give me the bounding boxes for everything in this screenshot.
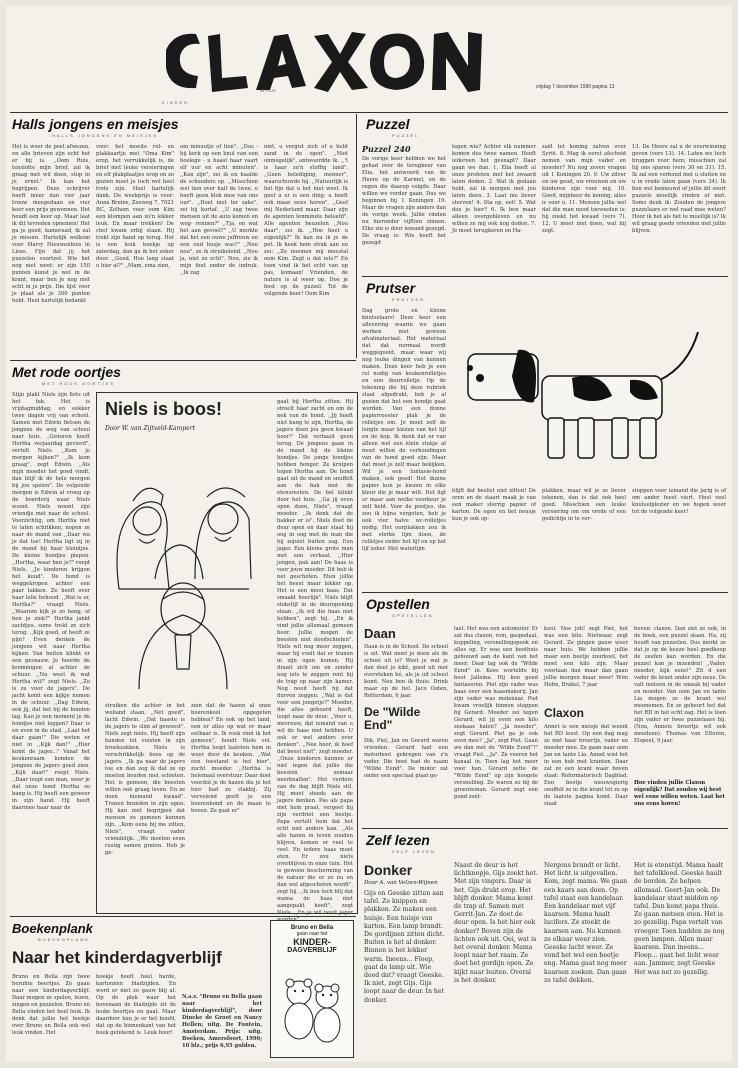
daan-title: Daan — [364, 626, 396, 641]
small-tag: IN PLUS — [260, 88, 276, 93]
daan-text: Daan is in de School. De school is uit. Wat moet je doen als de school uit is? Weet je wat je dan doet je kikt, goed uit met oversteken hé, als je uit school komt. Nou ben ik thuis. Drink maar op de hel. Jaco Ooten, Rotterdam, 6 jaar. — [364, 644, 448, 699]
claxon-logo — [156, 20, 486, 108]
wilde-text: Dik, Piet, Jan en Gerard waren vrienden. Gerard had een motorboot gekregen van z'n vader. Die boot had de naam "Wilde Eend". De motor zat onder een speciaal plaat ge- — [364, 738, 448, 779]
zelflezen-title: Donker — [364, 862, 413, 878]
section-header-opstellen — [366, 594, 666, 622]
newspaper-page — [6, 6, 732, 1062]
cover-line-1: Bruno en Bella — [290, 925, 334, 931]
claxon-text: Annet is een meisje dat woont het RD leest. Op een dag mag ze met haar broertje, vader en moeder mee. Ze gaan naar oom Jan en tante Lia. Annet wist het in een huk met kranten. Daar zat ze een krant waar boven staat: Reformatorisch Dagblad. Een beetje nieuwsgierig snuffelt ze in die krant tot ze op de laatste pagina komt. Daar staat — [544, 724, 628, 807]
dog-illustration — [452, 306, 722, 486]
section-title: Zelf lezen — [366, 832, 430, 848]
prutser-col-4: stoppen voor iemand die jarig is of om ander feest viert. Heel veel knutselplezier en we hopen weer tot de volgende keer! — [632, 488, 726, 515]
halls-col-4: niet, u vergist zich of u hebt zand in de ogen". ,,Niet onmogelijk", antwoordde ik. ,,'t is haar zo'n stoffig land". ,,Geen belediging, meneer", waarschuwde hij. ,,Natuurlijk is het fijn dat u het niet weet. Ik geef u er is een ding: u hoeft ook maar eens horen". ,,Geef mij Nederland maar. Daar zijn de agenten tenminste beleefd". Alle agenten beuzelen ,,Nou daar", zei ik. ,,Hoe heet u eigenlijk?" Ik kan nu ik je de pet. Ik keek hem strak aan en zei: ,,Ze noemen mij meestal oom Kim. Zegt u dat iets?" En toen vind ik het echt van op pas, komaan! Vrienden, de nature is al weer op. Doe je best op de puzzel. Tot de volgende keer! Oom Kim — [264, 144, 348, 297]
masthead — [156, 20, 716, 110]
story-box — [96, 392, 358, 914]
section-title: Prutser — [366, 280, 416, 296]
section-subtitle: ZELF LEZEN — [392, 849, 436, 854]
cover-line-4: DAGVERBLIJF — [287, 947, 337, 954]
story-title: Niels is boos! — [105, 399, 223, 419]
wilde-title: De "Wilde End" — [364, 705, 421, 732]
section-header-metrode — [12, 362, 352, 390]
boekenplank-col-2: boekje heeft heel harde, kartonnen bladzijden. En word er niet zo gauw blij af. Op de plek waar het bovenaan de bladzijde zit de leuke beertjes en gaat. Maar daardoor kun je er het hoofd, dat op de binnenkant van het boek getekend is. Leuk hoor! — [96, 974, 176, 1036]
section-subtitle: HALLS JONGENS EN MEISJES — [52, 133, 159, 138]
section-header-boekenplank — [12, 918, 212, 944]
section-subtitle: BOEKENPLANK — [38, 937, 90, 942]
section-title: Met rode oortjes — [12, 364, 121, 380]
section-subtitle: PUZZEL — [392, 133, 420, 138]
metrode-col-1: Stijn plakt Niels zijn fiets uit het tek. Het is vrijdagmiddag, en eekker twee dagen vrij van school. Samen met Edwin fietsen de jongens de weg van school naar huis. ,,Gisteren heeft Hertha verjaardag gevierd", vertelt Niels. ,,Kom je morgen kijken?" ,,Ik kom graag", zegt Edwin. ,,Als mijn moeder het goed vindt, dan blijf ik de hele morgen bij jou spelen". De volgende morgen is Edwin al vroeg op de boerderij waar Niels woont. Niels woont zijn vriendje met naar de school. Voorzichtig, om Hertha niet te laten schrikken, nopen ze naar de mand van ,,Daar wa je dat toe! Hertha ligt zij in de mand bij haar kleintjes. De kleine hondjes piepen. ,,Hertha, waar ben je?" roept Niels. ,,Je kinderen krijgen het koud". De hond is weggekropen achter een paar takken. Ze heeft over haar lelie behoud. ,,Wat is er, Hertha?" vraagt Niels. ,,Waarom kijk je zo bang, of ben je ziek?" Hertha jankt zachtjes, soms trekt ze zich terug. ,,Kijk goed, of heeft ze pijn? Even denken de jongens wil naar Hertha kijken. Van buiten klinkt er een gesnauw. Je hoorde de krommigen al achter de schuur. ,,Nu weet ik wat Hertha wil!" zegt Niels. ,,Zo is ze voor de jagers". De jacht komt een kijkje nemen in de schuur. ,,Dag Edwin, ook jij, dat het bij de honden lag. Kan je een moment je de hondjes niet leggen? Daar is en even in de stad. ,,Laat het daar gaan!" Die weten er niet in ,,Kijk dan!" ,,Hier komt de jager..." Vanaf het keukenraam konden de jongens de jagers goed zien. ,,Kijk daar!" roept Niels. ,,Daar loopt een man, weer je dat onze hond Hertha zo bang is. Hij heeft een geweer in zijn hand. Hij heeft daarmee haar naar de — [12, 392, 90, 811]
puzzel-col-2: tegen wie? Achter elk nummer komen dus twee namen. Heeft iedereen het gesnapt? Daar gaan we dan. 1. Elia heeft al onze profeten met het zwaard laten doden. 2. Wat ik gedaan hebt, zal ik morgen met jou laten doen. 3. Laat me liever sterven! 4. Sta op, eet! 5. Wat doe je hier? 6. Ik ben maar alleen overgebleven en nu willen ze mij ook nog doden. 7. Je moet terugkeren en Ha- — [452, 144, 536, 234]
section-subtitle: MET RODE OORTJES — [42, 381, 115, 386]
zelflezen-col-2: Naast de deur is het lichtknopje. Gijs zoekt het. Met zijn vingers. Daar is het. Gijs drukt erop. Het blijft donker. Mama komt de trap af. Samen met Gerrit-Jan. Ze doet de deur open. Is het hier ook donker? Boven zijn de lichten ook uit. Oei, wat is het overal donker. Mama loopt naar het raam. Ze doet het gordijn open. Ze kijkt naar buiten. Overal is het donker. — [454, 862, 538, 984]
halls-col-2: voor: het moeite rol- en plakkaartje met "Oma Kim" erop, het verrukkelijk is, de brief met leuke versieringen en elf plakplaatjes erop en zo gezien moet je toch wel heel trots zijn. Heel hartelijk dank. De weekprijs is voor: Anna Bruins, Zeeweg 7, 7021 BC, Zelhem voor oom Kim een klompen aan zo'n lekker leuk. En maar trekken! De chef kwam erbij staan. Hij trekt zijn hand op terug. Het is een leuk boekje op zaterdag, dan ga ik het zeker door. ,,Goed. Hoe lang staat u hier al?" ,,Mam, ema zien, — [96, 144, 174, 269]
opstellen-col-3: last. Het was een automotor. Er zat dus claxon, rem, gaspedaal, koppeling, versnellingspook en alles op. Er was een boothuis gebouwd aan de kant van het meer. Daar lag ook de "Wilde Eend" in. Kees wortelde bij boot Jallema. Hij kon goed fantaseren. Piet zijn vader was baas over een kaasmakerij. Jan zijn vader was molenaar. Piet kwam vroolijk binnen stappen bij Gerard. Moeder zei tegen Gerard, wil jij even een kilo zeekaas halen? ,,Ja moeder", zegt Gerard. Piet ga je ook even mee? ,,Ja", zegt Piet. Gaan we dan met de "Wilde Eend"?" vraagt Piet. ,,Ja". Ze voeren het kanaal in. Toen lag het meer voor hen. Gerard zette de "Wilde Eend" op zijn hoogste versnelling. Ze waren zo bij de groenteman. Gerard zegt een pond zoet- — [454, 626, 538, 800]
section-title: Puzzel — [366, 116, 410, 132]
prutser-col-3: plakken, maar wil je ze liever tekenen, dan is dat ook heel goed. Misschien een leuke versiering om om vrede of een gedichtje in te ver- — [542, 488, 626, 522]
boekenplank-col-1: Bruno en Bella zijn twee beruhte beertjes. Ze gaan naar een kinderdagverblijf. Daar mogen ze spelen, lezen, zingen en puzzelen. Bruno en Bella vinden het heel leuk. Ik denk dat jullie het boekje over Bruno en Bella ook wel leuk vinden. Het — [12, 974, 90, 1036]
zelflezen-col-3: Nergens brandt er licht. Het licht is uitgevallen. Kom, zegt mama. We gaan een kaars aan doen. Op tafel staat een kandelaar. Een kandelaar met vijf kaarsen. Mama haalt lucifers. Ze steekt de kaarsen aan. Nu kunnen ze elkaar weer zien. Geeske lacht weer. Ze vond het wel een beetje eng. Mama gaat nog meer kaarsen zoeken. Dan gaan ze tafel dekken. — [544, 862, 628, 984]
story-mid-text-1: struiken die achter in het weiland staan. ,,Net goed", lacht Edwin. ,,Dat haaste is de jagers te slim af geweest". Niels zegt niets. Hij heeft zijn handen tot vuisten in zijn broekzakken. Niels is verschrikkelijk boos op de jagers. ,,Ik ga naar de jagers toe en dan zeg ik dat ze op moeten houden met schieten. Het is gemeen, die beesten willen ook graag leven. En ze doen niemand kwaad". Tranen branden in zijn ogen. Hij kan niet begrijpen dat mensen zo gemeen kunnen zijn. ,,Kom eens bij me zitten, Niels", vraagt vader vriendelijk. ,,We moeten even rustig samen praten. Heb je ge- — [105, 703, 185, 856]
opstellen-col-4: kool. Nee joh! zegt Piet, het was een kilo. Nietwaar, zegt Gerard. Ze gingen gauw weer naar huis. We hebben jullie maar een beetje zuurkool, het moet een kilo zijn. Maar voortaan dan maar dan gaan jullie morgen maar weer! Wim Hohn, Brakel, 7 jaar — [544, 626, 628, 688]
zelflezen-col-4: Het is etenstijd. Mama haalt het tafelkleed. Geeske haalt de borden. Ze helpen allemaal. Geert-Jan ook. De kandelaar staat midden op tafel. Dan komt papa thuis. Ze gaan meteen eten. Het is zo gezellig. Papa vertelt van vroeger. Toen hadden ze nog geen lampen. Allen maar kaarsen. Dan ineens... Floep... gaat het licht weer aan. Jammer, zegt Geeske Het was net zo gezellig. — [634, 862, 725, 976]
claxon-title: Claxon — [544, 706, 585, 720]
section-header-halls — [12, 114, 352, 142]
section-subtitle: OPSTELLEN — [392, 613, 434, 618]
prutser-col-2: blijft dat beslist niet zitten! De oren en de staart maak je van een maker sterrig papier of karton. De ogen en het neusje kun je ook op- — [452, 488, 536, 522]
zelflezen-byline: Door A. van Velzen-Wijnen — [364, 880, 438, 886]
section-title: Boekenplank — [12, 921, 93, 936]
date-line: vrijdag 7 december 1990 pagina 13 — [536, 84, 615, 90]
puzzel-col-3: zaël tot koning zalven over Syrië. 8. Mag ik eerst afscheid nemen van mijn vader en moeder? Nu nog zeven vragen uit 1 Koningen 20. 9. Uw zilver en uw goud, uw vrouwen en uw kinderen zijn voor mij. 10. Goed, mijnheer de koning, alles is voor u. 11. Mensen jullie wel dat die man nood toevoeden is; hij zoekt het kwaad (vers 7). 12. U moet niet doen, wat hij zegt. — [542, 144, 626, 234]
story-mid-text-2: zien dat de hazen al onze boerenkool opgegeten hebben? En ook op het land, een er alles op wat er maar eetbaar is. Ik rook vind ik het gemeen", houdt Niels vol. Hertha loopt laatsten hem in weer door de keuken. ,,Wat een toestand is het hier", zucht moeder. ,,Hertha is helemaal overstuur. Daar doet voordat je de hazen die je het hier had zo vlakbij. Zij vervelend geeft je een boerenhond en de maan te boven. Ze gaat er" — [191, 703, 271, 814]
boekenplank-title: Naar het kinderdagverblijf — [12, 948, 222, 967]
section-subtitle: PRUTSER — [392, 297, 426, 302]
kinder-tag: KINDER — [162, 100, 190, 105]
cover-line-2: gaan naar het — [296, 931, 328, 937]
cover-line-3: KINDER- — [293, 937, 331, 947]
reader-question: Hoe vinden jullie Claxon eigenlijk? Dat zouden wij best wel eens willen weten. Laat het ons eens horen! — [634, 780, 725, 807]
prutser-col-1: Dag grote en kleine knutselaars! Deze keer een aflevering waarin we gaan werken met gewoon afvalmateriaal. Het materiaal dat dat normaal wordt weggegooid, maar waar wij nog leuke dingen van kunnen maken. Deze keer heb je een rol nodig van keukenrolletjes en een deurrolletje. Op de tekening die bij deze rubriek staat afgedrukt, heb je al gezien dat het een hondje gaat worden. Van een dunne papierrooster plak je de rolletjes om. Je moet zelf de lengte maar kiezen van het lijf en de kop. Ik denk dat er van alleen wel een klein stukje af moet willen de verhoudingen van de hond goed zijn. Maar dat moet je zelf maar bekijken. Wil je een fantasie-hond maken, ook goed! Het dunne papier kun je kiezen in elke kleur die je maar wilt. Het ligt er maar aan welke voorkeur je zelf hebt. Voor de pootjes, die zou ik bijna vergeten, heb je ook vier halve wc-rolletjes nodig. Het oorplakken zou ik met sterke lijm doen, de rolletjes onder het lijf en op het lijf zeker. Met waterlijm — [362, 308, 446, 552]
halls-col-1: Het is weer de post afwezen, en alle brieven zijn echt het er bij is. ,,Oom Ruis, tenslotte mijn brief, zal ik graag met wil doen, stop in je ernst." Ik kan het begrijpen. Deze schrijver heeft meer dan vier jaar trouw meegedaan en vier keer een prijs gewonnen. Het houdt een keer op. Maar laat ik dit tevreden opnemen! Het ga je goed, kameraad, ik zal je missen. Hartelijk welkom voor Marry Nieuwenhuis in Lisse. Fijn dat jij het puzzelen voortzet. Wie het nog niet weet: er zijn 150 punten kunst je wel in de krant, maar ben je nog niet echt in je prijs. Die lijst voor je plaat als je 300 punten hebt. Heel hartelijk bedankt — [12, 144, 90, 304]
section-header-zelflezen — [366, 830, 666, 858]
story-byline: Door W. van Zijtveld-Kampert — [105, 425, 195, 432]
section-header-puzzel — [366, 114, 666, 142]
opstellen-col-6: boven: claxon. Dan ziet ze ook, in de boek, een puzzel staan. Ha, zij houdt van puzzelen. Dus merkt ze dat je op de keuze heel goedkoop de zeefen kan worden. En die puzzel kan je inzenden! ,,Vader, moeder, kijk eens!" Zit d een vader de krant onder zijn neus. De valt meteen in de smaak bij vader en moeder. Van oom Jan en tante Lia mogen ze de krant wel meenemen. En ze gebeurt het dat het RD in het echt zag. Het is toen zijn vader er twee puzzelaars bij. (Nou, Annets broertje wil ook meedoen). Thomas van Elteren, Elspeet, 9 jaar. — [634, 626, 726, 744]
bears-illustration — [273, 971, 351, 1051]
section-title: Opstellen — [366, 596, 430, 612]
zelflezen-col-1: Gijs en Geeske zitten aan tafel. Ze knippen en plakken. Ze maken een huisje. Een huisje van karton. Een lamp brandt. De gordijnen zitten dicht. Buiten is het al donker. Binnen is het lekker warm. Ineens... Floep, gaat de lamp uit. Wie deed dat? vraagt Geeske. Ik niet, zegt Gijs. Gijs loopt naar de deur. In het donker. — [364, 890, 445, 1004]
puzzel-col-4: 13. De Heere zal u de overwinning geven (vers 13). 14. Laten we toch bruggen voor hem; misschien zal hij ons sparen (vers 30 en 31). 15. Ik zal een verbond met u sluiten en u in vrede laten gaan (vers 34). Ik ben wel benieuwd of jullie dit soort puzzels moeilijk vinden of niet. Soms denk ik: Zouden de jongere puzzelaars er wel raad mee weten? Hoor ik het als het te moeilijk is? Ik wil graag goede vrienden met jullie blijven. — [632, 144, 726, 234]
story-col-4: gaat bij Hertha zitten. Hij streelt haar zacht en om de nek van de hond. ,,Jij hoeft niet bang te zijn, Hertha, de jagers doen jou geen kwaad hoor!" Dat verhaalt geen terug. De jongens gaan in de mand bij de kleine hondjes. De jonge hondjes hebben honger. Ze kruipen tegen Hertha aan. De hond gaat uit de mand en snuffelt aan de bak met de etensresten. De bel klinkt door het huis. ,,Ga jij even open doen, Niels", vraagt moeder. ,,Ik denk dat de bakker er is". Niels doet de deur open en daar staat hij oog in oog met de man die hij zojuist buiten zag. Een jager. Een kleine grote man met een verhaal. ,,Hier jongen, pak aan! De haas is voor jouw moeder. Dit heb ik net geschoten. Eten jullie het beest maar lekker op. Het is een mooi haas. Dat smaakt heerlijk". Niels blijft stokstijf in de deuropening staan. ,,Ik wil die haas niet hebben", zegt hij. ,,En ik vind jullie allemaal gemeen hoor. Jullie mogen de beesten niet doodschieten". Niels wil nog meer zeggen, maar hij voelt dat er tranen in zijn ogen komen. Hij draait zich om en zonder nog iets te zeggen rent hij de trap op naar zijn kamer. Nog nooit heeft hij dat durven zeggen. ,,Wat is dat voor een jongetje?" Moeder, die alles gehoord heeft, loopt naar de deur. ,,Voor u, mevrouw, dat iemand van u wil de haas niet hebben. U ook er wel anders over denken". ,,Nee hoor, ik hoef dat beest niet", zegt moeder. ,,Onze kinderen kunnen er niet tegen dat jullie die beesten zomaar neerknallen". Het verdere van de dag blijft Niels stil. Hij moet steeds aan de jagers denken. Pas als papa met hem praat, vergeet hij zijn verdriet een beetje. Papa vertelt hem dat het echt niet anders kan. ,,Als alle hazen in leven zouden blijven, komen er veel te veel. En iedere haas moet eten. Er zou niets overblijven in onze tuin. Het is gewoon bescherming van de natuur die er zo nu en dan wel afgeschoten wordt", zegt hij. ,,Ik ben toch blij dat mama de haas niet aangepakt heeft", zegt Niels. ,,En je wil nooit jager — [277, 399, 353, 916]
book-cover — [270, 920, 354, 1058]
section-header-prutser — [366, 278, 666, 306]
boekenplank-col-3: N.a.v. "Bruno en Bella gaan naar het kinderdagverblijf", door Dineke de Groot en Nancy Hellen; uitg. De Fontein, Amsterdam. Prijs: uitg. Boeken, Amersfoort, 1990; 10 blz.; prijs 6,95 gulden. — [182, 994, 262, 1049]
halls-col-3: om minuutje of tien". ,,Dus - hij kerk op een knul van een boelege - u haast haar vaart elf uur en acht minuten". ,,Kan zijn", zei ik en haalde de schouders op. ,,Misschien wel tien over half de twee. u heeft geen klok mee van ons uur". ,,Doet niet ter zake", zei hij kortaf. ,,U zag twee mensen uit de auto komen en weg- rennen?" ,,Tja, en wat het aan gevoel?" ,,U merkte dat het een ouwe juffrouw en een oud busje was?" ,,Nou nou", zo ik struikelend. ,,Nou ja, niet zo echt". Nou, zie ik mijn fout onder de indruk. ,,Ik zag — [180, 144, 258, 276]
section-title: Halls jongens en meisjes — [12, 116, 179, 132]
puzzel-title: Puzzel 240 — [362, 144, 411, 154]
story-illustration — [99, 439, 265, 699]
puzzel-col-1: De vorige keer hebben we het gehad over de terugkeer van Elia, het antwoord van de Heere op de Karmel, en de regen die daarop volgde. Daar willen we verder gaan. Dus we beginnen bij 1 Koningen 19. Maar de vragen zijn anders dan de vorige week. Jullie vinden nu hieronder vijftien zinnen. Elke zin is door iemand gezegd. De vraag is: Wie heeft het gezegd — [362, 156, 446, 246]
